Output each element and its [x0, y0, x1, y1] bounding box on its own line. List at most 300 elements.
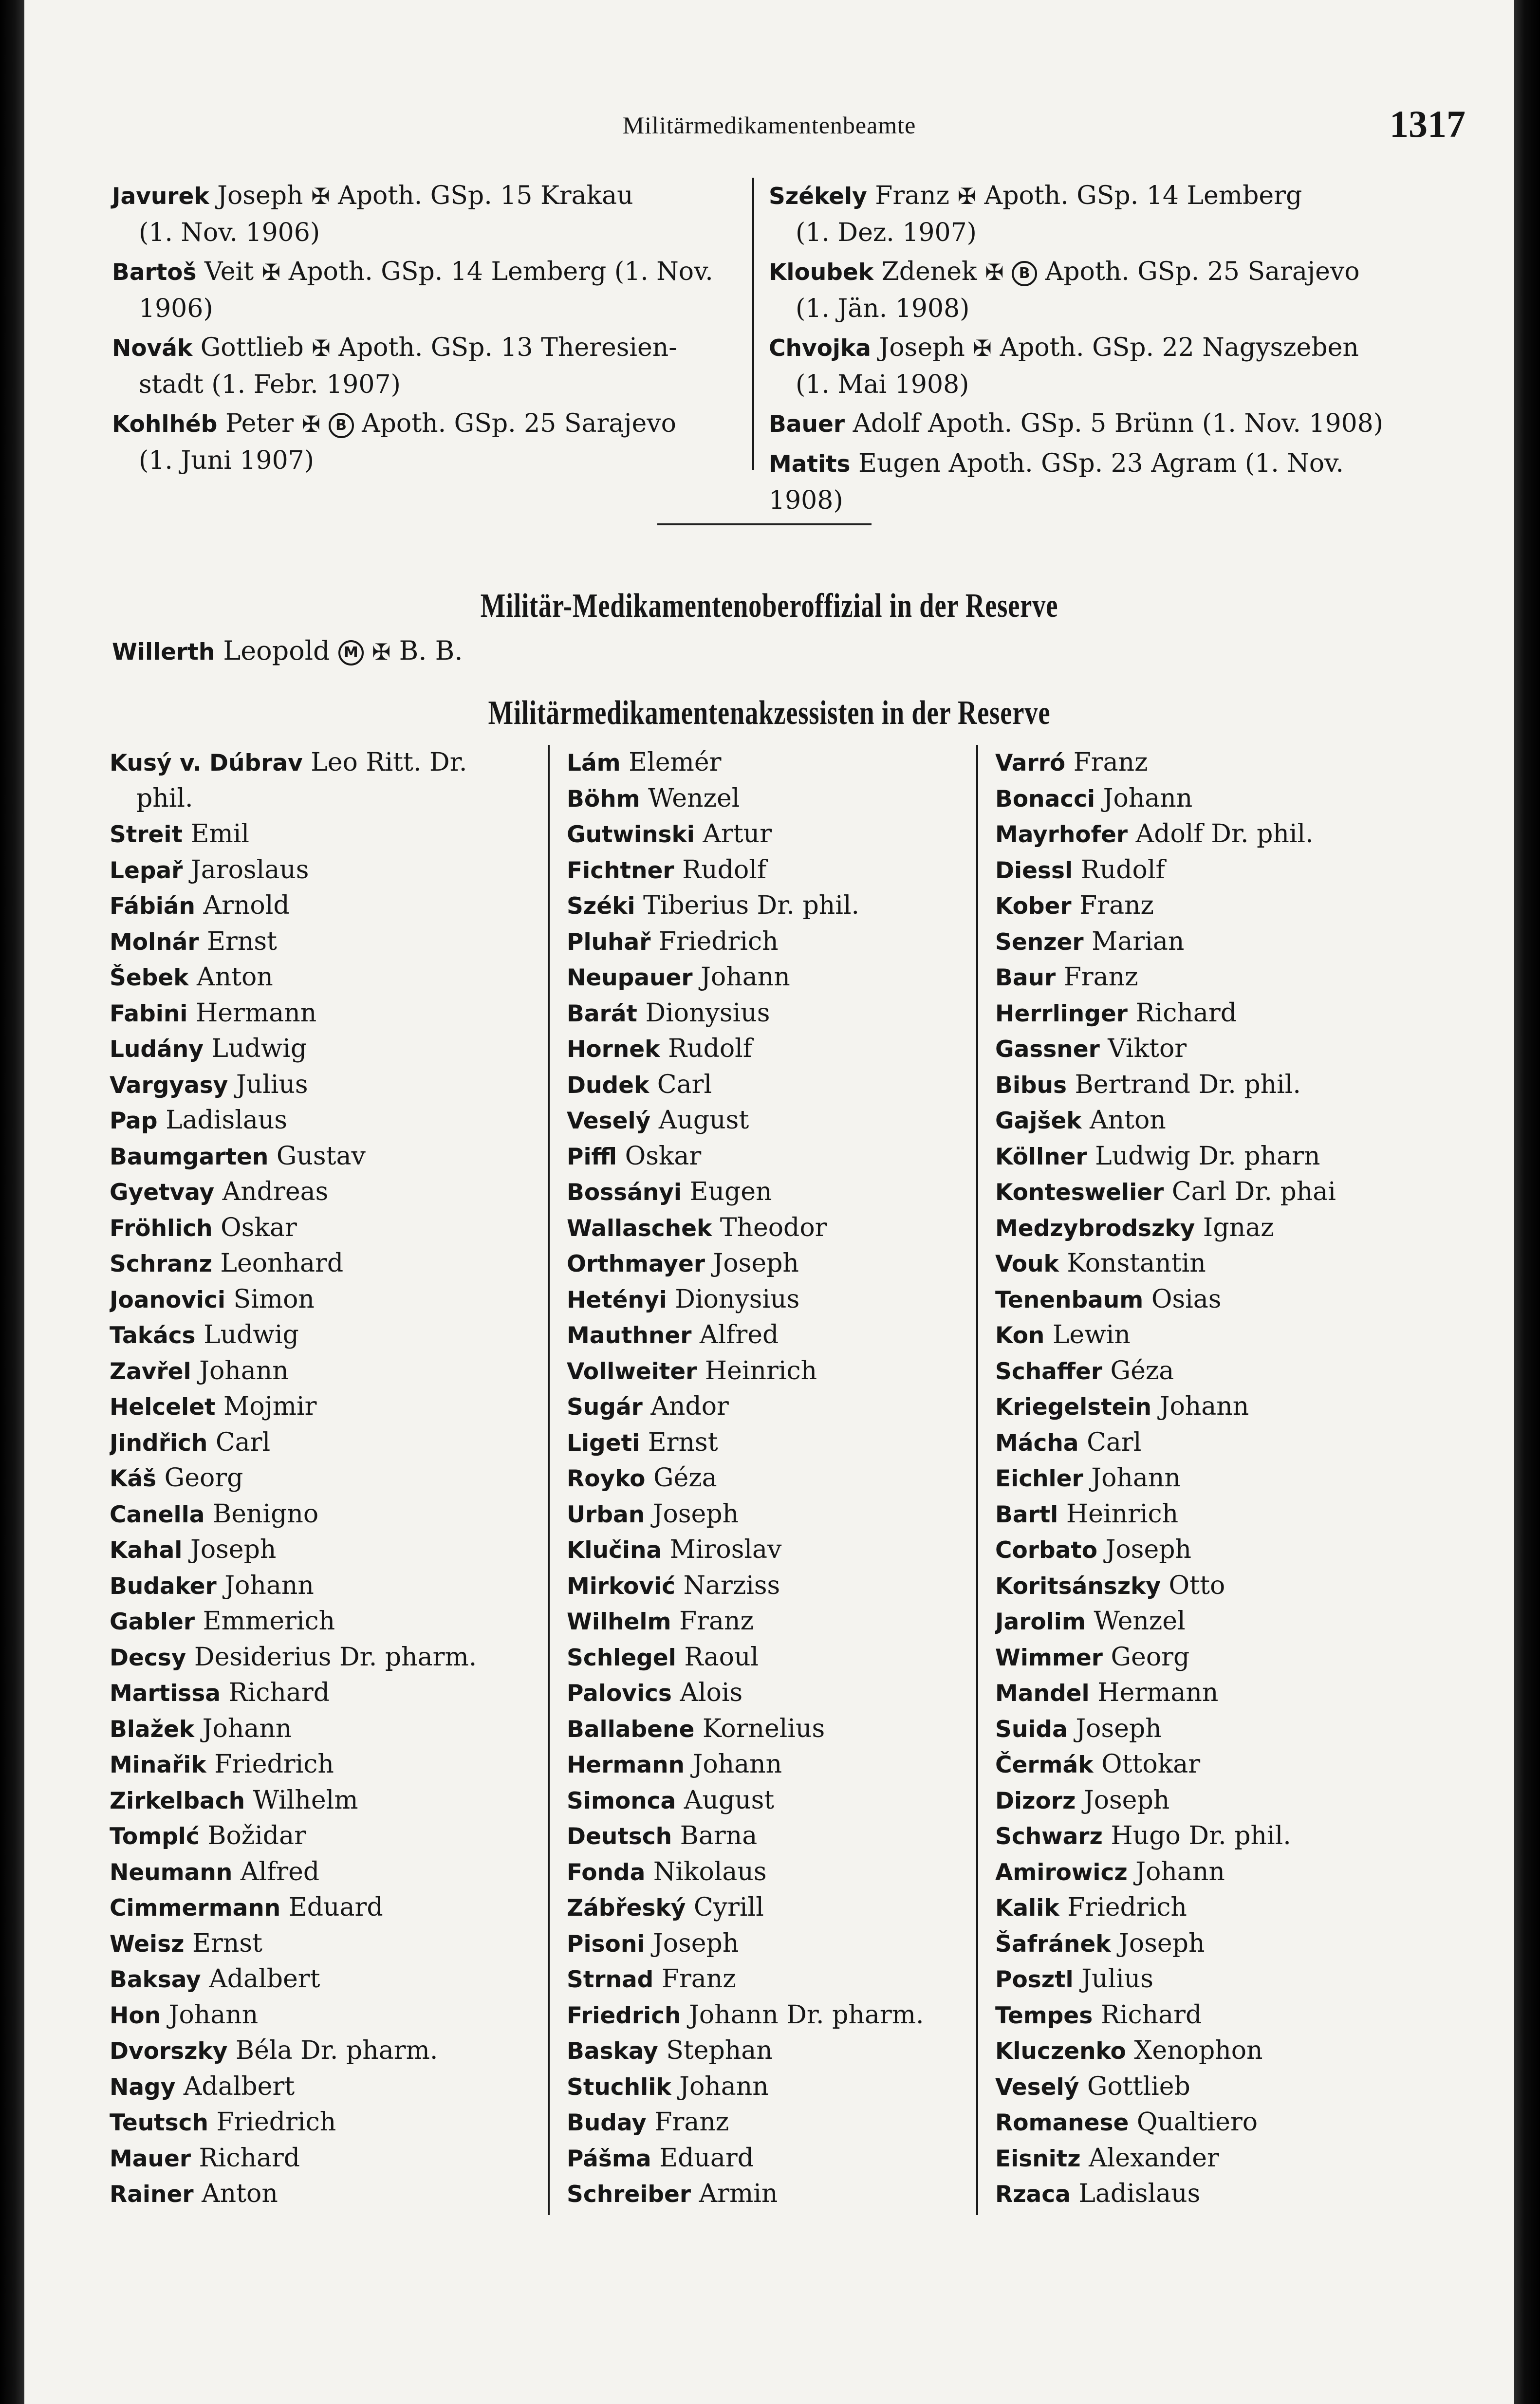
- cross-icon: ✠: [311, 183, 330, 209]
- list-item: [567, 2141, 976, 2177]
- entry-given-name: Géza: [1110, 1356, 1174, 1386]
- entry-given-name: Lewin: [1052, 1320, 1131, 1350]
- entry-appointment: Apoth. GSp. 14 Lemberg (1. Nov.: [288, 257, 713, 286]
- list-item: [995, 1497, 1405, 1533]
- entry-given-name: Friedrich: [214, 1750, 334, 1779]
- list-item: [110, 1139, 543, 1175]
- entry-given-name: Wenzel: [648, 783, 740, 813]
- entry-surname: Pášma: [567, 2145, 651, 2172]
- list-item: [110, 781, 543, 817]
- entry-surname: Decsy: [110, 1644, 186, 1671]
- entry-given-name: Wenzel: [1094, 1607, 1186, 1636]
- entry-surname: Pluhař: [567, 928, 651, 956]
- entry-surname: Romanese: [995, 2109, 1129, 2136]
- list-item: [110, 1818, 543, 1854]
- entry-surname: Klučina: [567, 1537, 662, 1564]
- list-item: [567, 1997, 976, 2034]
- entry-given-name: Carl Dr. phai: [1171, 1177, 1336, 1206]
- cross-icon: ✠: [301, 411, 320, 437]
- entry-given-name: Eduard: [659, 2143, 754, 2173]
- list-item: [995, 1604, 1405, 1640]
- scan-edge-right: [1514, 0, 1540, 2404]
- entry-given-name: Heinrich: [1066, 1499, 1179, 1529]
- entry-date: (1. Nov. 1906): [139, 218, 320, 247]
- list-item: [110, 1067, 543, 1103]
- entry-surname: Veselý: [995, 2073, 1079, 2101]
- page-number: 1317: [1390, 103, 1466, 145]
- entry-surname: Tenenbaum: [995, 1286, 1144, 1313]
- list-item: [995, 1210, 1405, 1246]
- entry-given-name: Joseph: [1105, 1535, 1191, 1564]
- entry-surname: Dvorszky: [110, 2038, 228, 2065]
- official-entry: [769, 178, 1392, 251]
- entry-given-name: Joseph: [190, 1535, 277, 1564]
- official-entry: [769, 254, 1392, 327]
- entry-given-name: Eugen Apoth. GSp. 23 Agram (1. Nov. 1908): [769, 449, 1344, 515]
- list-item: [567, 1604, 976, 1640]
- entry-given-name: Ernst: [192, 1928, 262, 1958]
- entry-given-name: Dionysius: [675, 1284, 800, 1314]
- entry-surname: Bonacci: [995, 785, 1095, 813]
- list-item: [110, 2033, 543, 2069]
- entry-surname: Gabler: [110, 1609, 195, 1635]
- entry-given-name: Johann: [1159, 1392, 1249, 1421]
- entry-given-name: Arnold: [203, 891, 290, 920]
- entry-given-name: Andor: [650, 1392, 729, 1421]
- entry-surname: Schlegel: [567, 1644, 676, 1671]
- list-item: [995, 1961, 1405, 1997]
- list-item: [110, 924, 543, 960]
- entry-given-name: Wilhelm: [253, 1785, 358, 1815]
- list-item: [110, 996, 543, 1032]
- officials-column-left: [112, 178, 752, 475]
- entry-surname: Köllner: [995, 1143, 1087, 1170]
- list-item: [995, 1568, 1405, 1604]
- entry-given-name: Friedrich: [1067, 1893, 1187, 1922]
- entry-given-name: Carl: [215, 1427, 271, 1457]
- entry-given-name: Gottlieb: [200, 333, 304, 362]
- list-item: [995, 1926, 1405, 1962]
- entry-surname: Hermann: [567, 1752, 685, 1778]
- entry-surname: Nagy: [110, 2073, 176, 2101]
- entry-given-name: Georg: [164, 1463, 243, 1493]
- list-item: [995, 1031, 1405, 1067]
- list-item: [995, 781, 1405, 817]
- entry-surname: Šebek: [110, 964, 189, 991]
- official-entry: [112, 178, 742, 251]
- entry-given-name: Joseph: [1119, 1928, 1205, 1958]
- entry-given-name: Veit: [204, 257, 254, 286]
- entry-surname: Kober: [995, 893, 1072, 920]
- entry-surname: Tempes: [995, 2002, 1093, 2029]
- list-item: [110, 1675, 543, 1711]
- list-item: [110, 1997, 543, 2034]
- entry-surname: Schwarz: [995, 1823, 1103, 1850]
- entry-surname: Lepař: [110, 857, 183, 884]
- entry-given-name: Joseph: [713, 1249, 799, 1278]
- entry-surname: Hon: [110, 2002, 161, 2029]
- entry-surname: Javurek: [112, 183, 209, 210]
- list-item: [110, 1461, 543, 1497]
- entry-surname: Gajšek: [995, 1108, 1082, 1134]
- entry-surname: Varró: [995, 750, 1066, 777]
- entry-surname: Rainer: [110, 2181, 194, 2208]
- list-item: [567, 996, 976, 1032]
- list-item: [995, 816, 1405, 852]
- list-item: [110, 1103, 543, 1139]
- entry-surname: Schreiber: [567, 2181, 691, 2208]
- list-item: [995, 1282, 1405, 1318]
- list-item: [567, 1890, 976, 1926]
- entry-surname: Wimmer: [995, 1644, 1103, 1671]
- entry-surname: Suida: [995, 1716, 1068, 1743]
- entry-note: B. B.: [399, 635, 463, 666]
- entry-surname: Baksay: [110, 1966, 201, 1993]
- entry-surname: Čermák: [995, 1752, 1094, 1778]
- entry-given-name: Narziss: [683, 1571, 780, 1600]
- entry-given-name: phil.: [136, 783, 193, 813]
- list-item: [567, 1103, 976, 1139]
- entry-given-name: Viktor: [1108, 1034, 1187, 1063]
- list-item: [110, 745, 543, 781]
- circled-b-mark: B: [329, 413, 354, 438]
- entry-surname: Ligeti: [567, 1429, 640, 1457]
- entry-surname: Koritsánszky: [995, 1572, 1161, 1600]
- entry-given-name: Johann: [701, 962, 790, 992]
- akzessisten-column-2: [548, 745, 976, 2215]
- list-item: [110, 1926, 543, 1962]
- entry-surname: Streit: [110, 821, 183, 848]
- list-item: [995, 1353, 1405, 1389]
- entry-given-name: Franz: [654, 2108, 729, 2137]
- entry-given-name: Rudolf: [1080, 855, 1165, 885]
- list-item: [995, 1997, 1405, 2034]
- list-item: [995, 1783, 1405, 1819]
- list-item: [110, 1317, 543, 1353]
- list-item: [110, 1604, 543, 1640]
- entry-given-name: Konstantin: [1067, 1249, 1206, 1278]
- entry-given-name: Rudolf: [668, 1034, 753, 1063]
- entry-given-name: Alfred: [699, 1320, 779, 1350]
- list-item: [110, 1747, 543, 1783]
- entry-given-name: Ladislaus: [1078, 2179, 1201, 2208]
- list-item: [995, 1317, 1405, 1353]
- entry-surname: Mauer: [110, 2145, 191, 2172]
- entry-surname: Tomplć: [110, 1823, 200, 1850]
- list-item: [995, 745, 1405, 781]
- entry-surname: Pap: [110, 1108, 158, 1134]
- cross-icon: ✠: [312, 335, 331, 361]
- list-item: [110, 1031, 543, 1067]
- cross-icon: ✠: [371, 639, 391, 665]
- list-item: [110, 1532, 543, 1568]
- entry-given-name: Johann: [224, 1571, 314, 1600]
- entry-surname: Zirkelbach: [110, 1787, 245, 1814]
- entry-given-name: Nikolaus: [653, 1857, 767, 1886]
- entry-given-name: Andreas: [222, 1177, 329, 1206]
- entry-given-name: Johann: [679, 2071, 769, 2101]
- list-item: [995, 2141, 1405, 2177]
- list-item: [110, 1961, 543, 1997]
- list-item: [995, 2033, 1405, 2069]
- official-entry: [769, 406, 1392, 443]
- list-item: [995, 1854, 1405, 1890]
- list-item: [995, 996, 1405, 1032]
- list-item: [110, 1640, 543, 1676]
- entry-given-name: Rudolf: [682, 855, 767, 885]
- entry-date: (1. Jän. 1908): [796, 294, 970, 323]
- entry-given-name: August: [684, 1785, 775, 1815]
- entry-surname: Bartoš: [112, 259, 197, 286]
- entry-given-name: Richard: [199, 2143, 300, 2173]
- list-item: [567, 1711, 976, 1747]
- entry-surname: Dudek: [567, 1072, 649, 1099]
- entry-given-name: Elemér: [629, 748, 722, 777]
- list-item: [567, 1640, 976, 1676]
- entry-given-name: Gustav: [276, 1141, 366, 1171]
- list-item: [567, 1174, 976, 1210]
- entry-given-name: Heinrich: [705, 1356, 817, 1386]
- entry-surname: Wilhelm: [567, 1609, 671, 1635]
- entry-surname: Széki: [567, 893, 635, 920]
- entry-given-name: Alois: [680, 1678, 743, 1707]
- entry-given-name: Adolf Dr. phil.: [1135, 819, 1314, 849]
- entry-given-name: Ladislaus: [166, 1106, 288, 1135]
- entry-surname: Baur: [995, 964, 1056, 991]
- list-item: [567, 2176, 976, 2212]
- list-item: [567, 1854, 976, 1890]
- list-item: [567, 1210, 976, 1246]
- list-item: [567, 1568, 976, 1604]
- list-item: [110, 1890, 543, 1926]
- scan-edge-left: [0, 0, 24, 2404]
- entry-given-name: August: [658, 1106, 749, 1135]
- list-item: [567, 2069, 976, 2105]
- entry-given-name: Johann: [168, 2000, 259, 2030]
- entry-given-name: Géza: [653, 1463, 717, 1493]
- list-item: [110, 2105, 543, 2141]
- list-item: [995, 2176, 1405, 2212]
- entry-surname: Ludány: [110, 1036, 204, 1063]
- list-item: [567, 1818, 976, 1854]
- list-item: [567, 1675, 976, 1711]
- entry-given-name: Cyrill: [693, 1893, 764, 1922]
- entry-surname: Vouk: [995, 1251, 1059, 1277]
- list-item: [567, 1425, 976, 1461]
- list-item: [995, 1389, 1405, 1425]
- entry-given-name: Oskar: [221, 1213, 297, 1242]
- entry-given-name: Artur: [703, 819, 772, 849]
- entry-surname: Helcelet: [110, 1394, 216, 1421]
- entry-given-name: Ernst: [648, 1427, 718, 1457]
- entry-surname: Mandel: [995, 1680, 1090, 1707]
- entry-surname: Jindřich: [110, 1429, 208, 1457]
- list-item: [110, 2069, 543, 2105]
- entry-date: (1. Mai 1908): [796, 370, 969, 399]
- list-item: [995, 1461, 1405, 1497]
- entry-surname: Pisoni: [567, 1930, 645, 1958]
- entry-given-name: Hermann: [195, 998, 317, 1028]
- entry-appointment: Apoth. GSp. 15 Krakau: [338, 181, 633, 210]
- list-item: [995, 1139, 1405, 1175]
- entry-given-name: Joseph: [652, 1499, 739, 1529]
- entry-given-name: Richard: [1100, 2000, 1202, 2030]
- entry-given-name: Marian: [1092, 926, 1185, 956]
- official-entry: [769, 330, 1392, 403]
- entry-given-name: Oskar: [625, 1141, 702, 1171]
- list-item: [995, 1246, 1405, 1282]
- entry-given-name: Richard: [228, 1678, 330, 1707]
- list-item: [110, 1282, 543, 1318]
- list-item: [995, 852, 1405, 888]
- cross-icon: ✠: [973, 335, 992, 361]
- entry-given-name: Zdenek: [881, 257, 977, 286]
- entry-surname: Palovics: [567, 1680, 672, 1707]
- entry-given-name: Ernst: [207, 926, 277, 956]
- list-item: [110, 1246, 543, 1282]
- list-item: [567, 1497, 976, 1533]
- entry-given-name: Stephan: [666, 2036, 773, 2065]
- entry-given-name: Ludwig: [204, 1320, 299, 1350]
- list-item: [995, 1103, 1405, 1139]
- list-item: [110, 852, 543, 888]
- entry-given-name: Bertrand Dr. phil.: [1075, 1070, 1301, 1099]
- entry-surname: Neumann: [110, 1859, 233, 1886]
- entry-given-name: Mojmir: [223, 1392, 317, 1421]
- list-item: [567, 1139, 976, 1175]
- entry-given-name: Friedrich: [658, 926, 779, 956]
- list-item: [995, 1067, 1405, 1103]
- entry-given-name: Carl: [1087, 1427, 1142, 1457]
- entry-surname: Baumgarten: [110, 1143, 269, 1170]
- entry-given-name: Eduard: [288, 1893, 383, 1922]
- entry-given-name: Hermann: [1097, 1678, 1219, 1707]
- entry-surname: Minařik: [110, 1752, 206, 1778]
- entry-given-name: Joseph: [1076, 1714, 1162, 1743]
- entry-given-name: Alfred: [240, 1857, 320, 1886]
- entry-given-name: Friedrich: [216, 2108, 336, 2137]
- official-entry: [769, 445, 1392, 518]
- cross-icon: ✠: [985, 259, 1004, 285]
- list-item: [110, 1210, 543, 1246]
- entry-given-name: Ludwig: [211, 1034, 307, 1063]
- entry-given-name: Ottokar: [1101, 1750, 1201, 1779]
- list-item: [110, 2176, 543, 2212]
- entry-surname: Schaffer: [995, 1358, 1103, 1385]
- list-item: [995, 960, 1405, 996]
- list-item: [995, 1174, 1405, 1210]
- cross-icon: ✠: [957, 183, 977, 209]
- list-item: [567, 1783, 976, 1819]
- entry-surname: Piffl: [567, 1143, 617, 1170]
- entry-surname: Zavřel: [110, 1358, 191, 1385]
- list-item: [995, 924, 1405, 960]
- entry-date: (1. Dez. 1907): [796, 218, 977, 247]
- entry-surname: Joanovici: [110, 1286, 225, 1313]
- list-item: [110, 2141, 543, 2177]
- list-item: [995, 1711, 1405, 1747]
- list-item: [567, 816, 976, 852]
- entry-given-name: Božidar: [207, 1821, 306, 1850]
- entry-appointment: Apoth. GSp. 14 Lemberg: [984, 181, 1302, 210]
- entry-given-name: Kornelius: [702, 1714, 825, 1743]
- entry-appointment: Apoth. GSp. 13 Theresien-: [338, 333, 677, 362]
- entry-date: (1. Juni 1907): [139, 446, 315, 475]
- entry-given-name: Richard: [1135, 998, 1237, 1028]
- entry-given-name: Benigno: [213, 1499, 319, 1529]
- list-item: [110, 816, 543, 852]
- entry-given-name: Jaroslaus: [190, 855, 309, 885]
- entry-surname: Posztl: [995, 1966, 1074, 1993]
- list-item: [567, 1532, 976, 1568]
- list-item: [567, 960, 976, 996]
- entry-surname: Hornek: [567, 1036, 660, 1063]
- entry-surname: Molnár: [110, 928, 199, 956]
- cross-icon: ✠: [261, 259, 281, 285]
- entry-surname: Blažek: [110, 1716, 195, 1743]
- list-item: [110, 1497, 543, 1533]
- official-entry: [112, 254, 742, 327]
- entry-given-name: Tiberius Dr. phil.: [643, 891, 860, 920]
- entry-given-name: Qualtiero: [1136, 2108, 1258, 2137]
- list-item: [567, 1067, 976, 1103]
- entry-given-name: Desiderius Dr. pharm.: [194, 1642, 477, 1672]
- list-item: [567, 1461, 976, 1497]
- entry-surname: Hetényi: [567, 1286, 667, 1313]
- entry-given-name: Leo Ritt. Dr.: [311, 748, 467, 777]
- entry-surname: Kohlhéb: [112, 411, 218, 438]
- official-entry: [112, 330, 742, 403]
- entry-date: stadt (1. Febr. 1907): [139, 370, 401, 399]
- entry-given-name: Leonhard: [220, 1249, 344, 1278]
- entry-given-name: Joseph: [1083, 1785, 1170, 1815]
- entry-given-name: Franz: [1073, 748, 1148, 777]
- entry-surname: Herrlinger: [995, 1000, 1128, 1027]
- entry-surname: Cimmermann: [110, 1895, 281, 1922]
- entry-surname: Káš: [110, 1465, 157, 1492]
- entry-given-name: Hugo Dr. phil.: [1111, 1821, 1291, 1850]
- list-item: [110, 960, 543, 996]
- entry-surname: Fonda: [567, 1859, 646, 1886]
- entry-given-name: Julius: [1081, 1964, 1153, 1994]
- entry-given-name: Joseph: [217, 181, 303, 210]
- entry-surname: Zábřeský: [567, 1895, 686, 1922]
- entry-surname: Barát: [567, 1000, 637, 1027]
- entry-surname: Mayrhofer: [995, 821, 1128, 848]
- entry-given-name: Simon: [233, 1284, 315, 1314]
- entry-surname: Lám: [567, 750, 621, 777]
- entry-given-name: Miroslav: [669, 1535, 782, 1564]
- entry-given-name: Franz: [1063, 962, 1138, 992]
- entry-surname: Bossányi: [567, 1179, 682, 1206]
- entry-given-name: Ignaz: [1203, 1213, 1274, 1242]
- entry-surname: Budaker: [110, 1572, 217, 1600]
- entry-surname: Urban: [567, 1501, 645, 1528]
- entry-given-name: Joseph: [879, 333, 965, 362]
- list-item: [567, 2105, 976, 2141]
- entry-given-name: Carl: [657, 1070, 712, 1099]
- entry-surname: Buday: [567, 2109, 647, 2136]
- entry-surname: Schranz: [110, 1251, 212, 1277]
- entry-surname: Bartl: [995, 1501, 1058, 1528]
- list-item: [995, 2105, 1405, 2141]
- list-item: [110, 1711, 543, 1747]
- list-item: [567, 1317, 976, 1353]
- entry-surname: Mirković: [567, 1572, 675, 1600]
- entry-given-name: Johann Dr. pharm.: [689, 2000, 924, 2030]
- list-item: [995, 1640, 1405, 1676]
- list-item: [110, 1783, 543, 1819]
